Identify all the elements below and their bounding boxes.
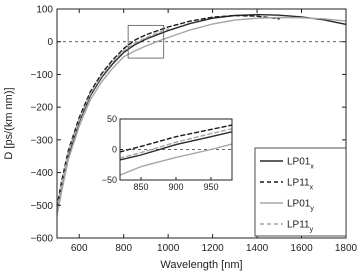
legend-label-name: LP01	[287, 156, 311, 168]
inset-y-tick-label: 0	[111, 144, 117, 155]
legend	[255, 148, 346, 236]
x-axis-label: Wavelength [nm]	[160, 259, 243, 271]
y-axis-label: D [ps/(km nm)]	[3, 87, 15, 160]
legend-label-subscript: x	[309, 184, 314, 192]
x-tick-label: 1800	[334, 243, 358, 254]
y-tick-label: 0	[47, 37, 53, 49]
inset-x-tick-label: 900	[168, 182, 184, 192]
legend-label-name: LP01	[287, 198, 311, 210]
x-tick-label: 800	[115, 243, 133, 254]
legend-label-subscript: x	[310, 163, 314, 171]
y-tick-label: −300	[30, 135, 53, 147]
x-tick-label: 1400	[245, 243, 269, 254]
x-tick-label: 1600	[290, 243, 313, 254]
y-tick-label: 100	[36, 4, 53, 16]
y-tick-label: −400	[30, 168, 53, 180]
inset-x-tick-label: 950	[203, 182, 219, 192]
x-tick-label: 1200	[201, 243, 224, 254]
legend-label-name: LP11	[287, 177, 310, 189]
x-tick-label: 1000	[157, 243, 180, 254]
inset-x-tick-label: 850	[133, 182, 149, 192]
legend-label-subscript: y	[310, 205, 314, 213]
legend-label-name: LP11	[287, 219, 310, 231]
y-tick-label: −600	[30, 233, 53, 245]
x-tick-label: 600	[70, 243, 88, 254]
y-tick-label: −200	[30, 102, 53, 114]
inset-plot	[102, 114, 232, 192]
inset-y-tick-label: −50	[101, 175, 117, 185]
y-tick-label: −500	[30, 200, 53, 212]
inset-y-tick-label: 50	[106, 114, 117, 124]
y-tick-label: −100	[30, 69, 53, 81]
legend-label-subscript: y	[309, 226, 314, 234]
